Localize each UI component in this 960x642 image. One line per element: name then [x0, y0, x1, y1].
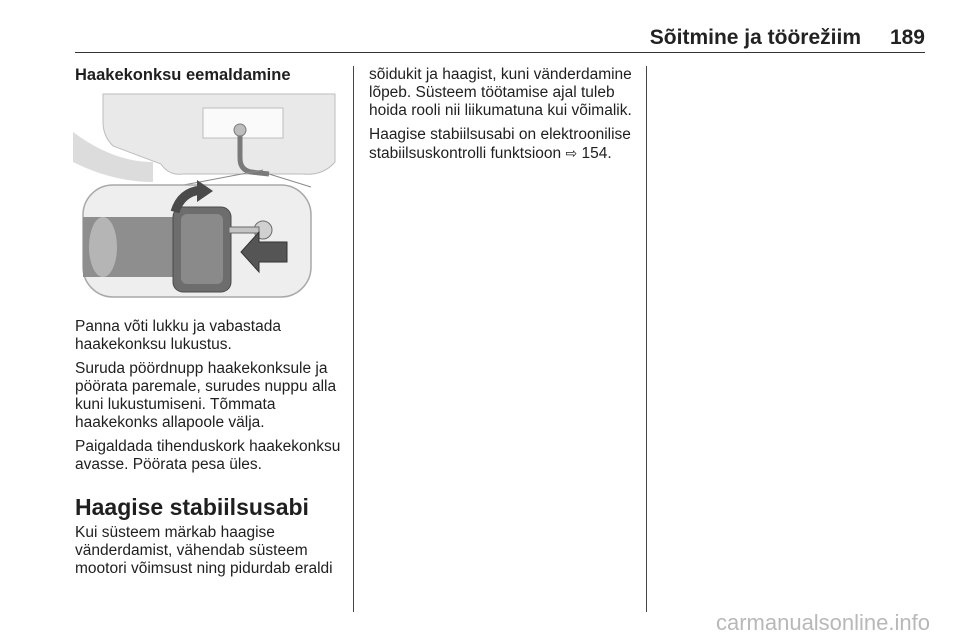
- subheading: Haakekonksu eemaldamine: [75, 66, 291, 84]
- reference-text: Haagise stabiilsusabi on elektroonilise stabiilsuskontrolli funktsioon: [369, 126, 631, 162]
- paragraph-3: Paigaldada tihenduskork haakekonksu avasse. Pöörata pesa üles.: [75, 438, 341, 473]
- left-column: [75, 66, 347, 584]
- header-title: Sõitmine ja töörežiim: [649, 26, 861, 49]
- column-divider-left: [353, 66, 354, 612]
- page-header: [75, 26, 925, 53]
- watermark: carmanualsonline.info: [715, 610, 930, 635]
- section-paragraph: Kui süsteem märkab haagise vänderdamist, vähendab süsteem mootori võimsust ning pidurdab eraldi: [75, 524, 333, 577]
- reference-page-link[interactable]: 154.: [581, 145, 612, 162]
- paragraph-1: Panna võti lukku ja vabastada haakekonksu lukustus.: [75, 318, 281, 353]
- column-divider-right: [646, 66, 647, 612]
- reference-paragraph: [369, 126, 639, 163]
- paragraph-2: Suruda pöördnupp haakekonksule ja pöörata paremale, surudes nuppu alla kuni lukustumiseni. Tõmmata haakekonks allapoole välja.: [75, 360, 337, 431]
- towbar-removal-illustration: [73, 92, 337, 302]
- continued-paragraph: sõidukit ja haagist, kuni vänderdamine lõpeb. Süsteem töötamise ajal tuleb hoida rooli nii liikumatuna kui võimalik.: [369, 66, 632, 119]
- middle-column: [369, 66, 639, 169]
- page-number: 189: [889, 26, 925, 49]
- section-heading: Haagise stabiilsusabi: [75, 494, 309, 520]
- page-reference-arrow-icon: ⇨: [565, 145, 578, 161]
